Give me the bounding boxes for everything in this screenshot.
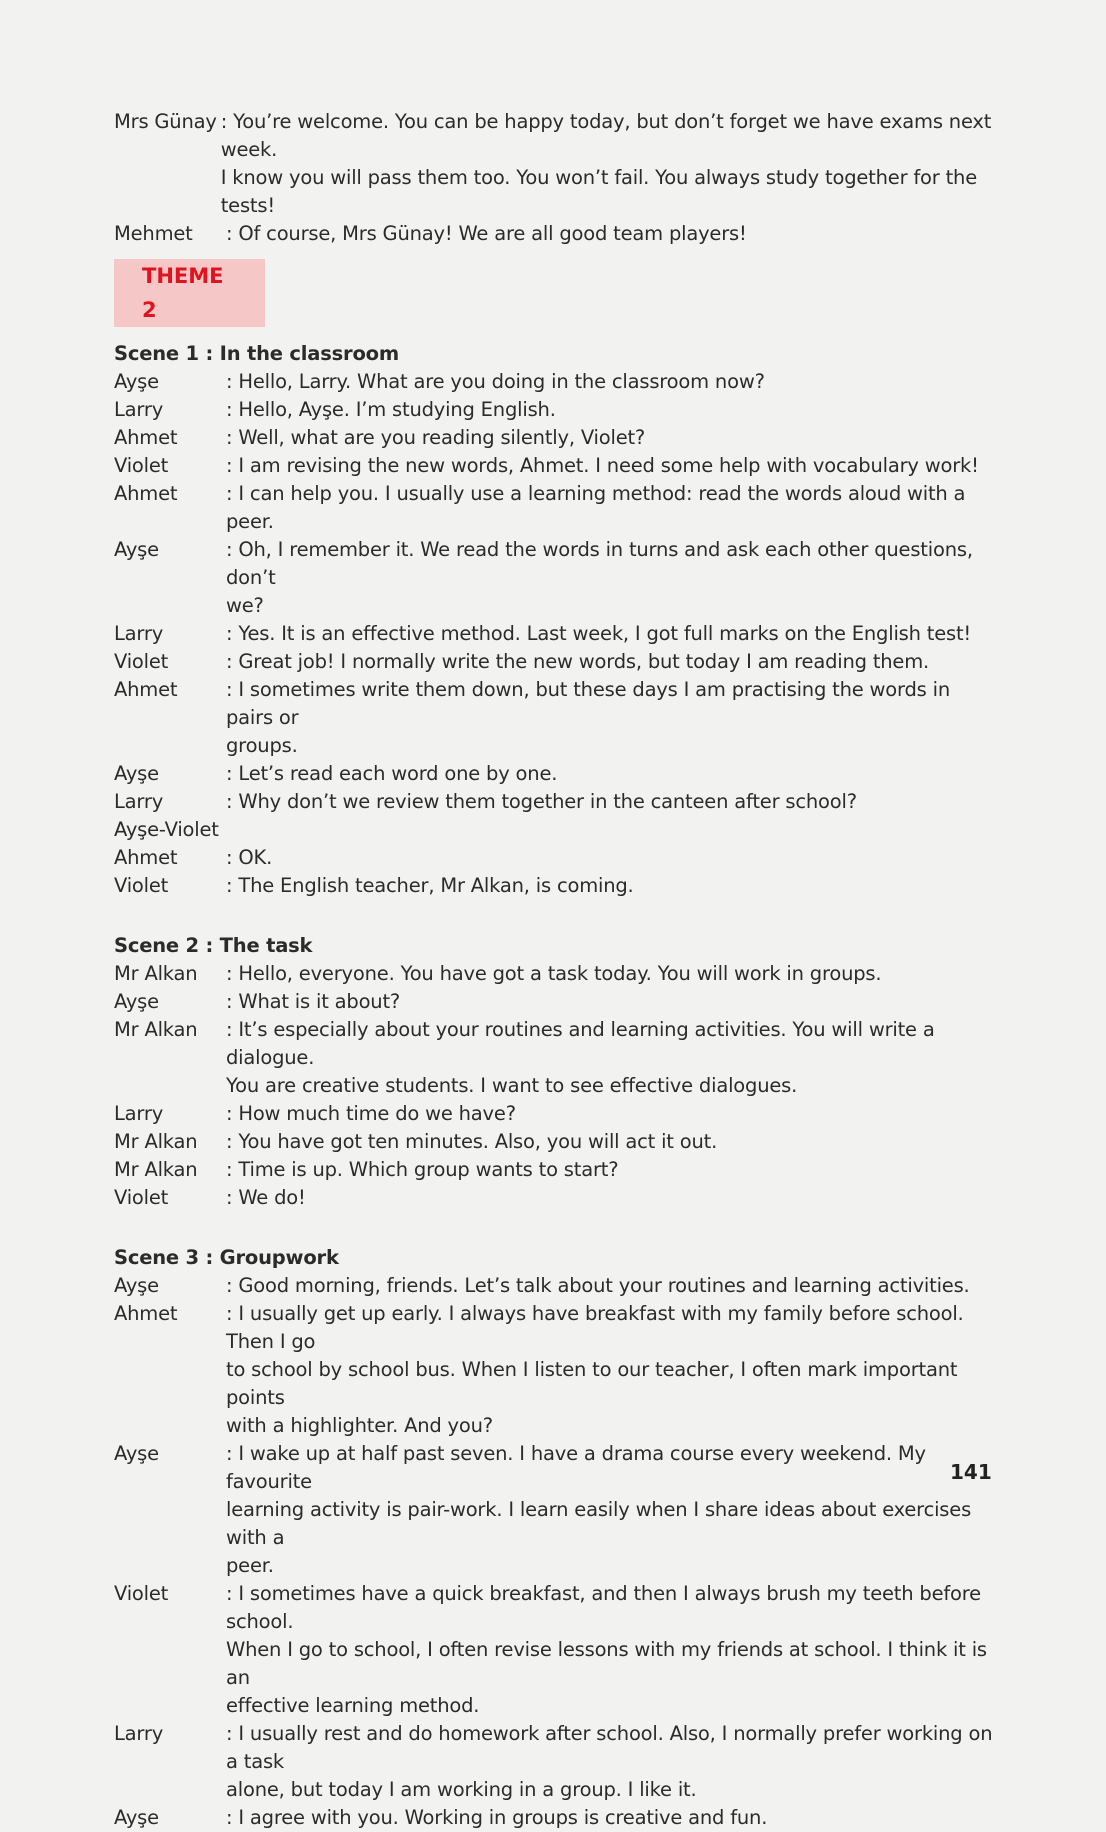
page-number: 141 [950,1460,992,1484]
speaker-name: Mehmet [114,222,193,245]
line-text: : Well, what are you reading silently, Violet? [226,426,646,449]
line-text: : Why don’t we review them together in the canteen after school? [226,790,857,813]
scene-gap [114,1212,994,1240]
line-text: : Let’s read each word one by one. [226,762,558,785]
speaker-name: Violet [114,454,169,477]
line-text: : I am revising the new words, Ahmet. I need some help with vocabulary work! [226,454,979,477]
dialogue-line [114,648,994,676]
dialogue-line [114,1100,994,1128]
line-text: : Yes. It is an effective method. Last week, I got full marks on the English test! [226,622,972,645]
speaker-name: Ahmet [114,846,178,869]
dialogue-line [114,1156,994,1184]
line-text: : Hello, Ayşe. I’m studying English. [226,398,556,421]
line-text: : You have got ten minutes. Also, you will act it out. [226,1130,718,1153]
speaker-name: Ahmet [114,426,178,449]
line-text: : Hello, everyone. You have got a task today. You will work in groups. [226,962,882,985]
dialogue-line [114,1128,994,1156]
line-text: : The English teacher, Mr Alkan, is coming. [226,874,634,897]
scene-section [114,932,994,1212]
speaker-name: Mr Alkan [114,1158,198,1181]
speaker-name: Violet [114,874,169,897]
line-text: : It’s especially about your routines and learning activities. You will write a dialogue. You are creative students. I want to see effective dialogues. [226,1018,935,1097]
speaker-name: Violet [114,1582,169,1605]
theme-badge: THEME 2 [114,259,265,327]
speaker-name: Ayşe-Violet [114,818,219,841]
dialogue-line [114,960,994,988]
line-text: : I can help you. I usually use a learning method: read the words aloud with a peer. [226,482,966,533]
line-text: : Oh, I remember it. We read the words in turns and ask each other questions, don’t we? [226,538,973,617]
dialogue-line [114,760,994,788]
line-text: : OK. [226,846,273,869]
scene-section [114,1244,994,1832]
dialogue-line [114,1580,994,1720]
intro-dialogue [114,108,994,248]
speaker-name: Ayşe [114,370,159,393]
dialogue-line [114,816,994,844]
dialogue-line [114,480,994,536]
speaker-name: Ayşe [114,1442,159,1465]
scene-section [114,340,994,900]
line-text: : What is it about? [226,990,401,1013]
line-text: : Time is up. Which group wants to start? [226,1158,619,1181]
dialogue-line [114,1300,994,1440]
scene-gap [114,900,994,928]
speaker-name: Larry [114,622,164,645]
dialogue-line [114,1272,994,1300]
line-text: : How much time do we have? [226,1102,516,1125]
speaker-name: Ayşe [114,1274,159,1297]
scene-title: Scene 3 : Groupwork [114,1246,339,1269]
speaker-name: Ahmet [114,1302,178,1325]
line-text: : Great job! I normally write the new words, but today I am reading them. [226,650,930,673]
dialogue-line [114,620,994,648]
line-text: : I wake up at half past seven. I have a drama course every weekend. My favourite learning activity is pair-work. I learn easily when I share ideas about exercises with a peer. [226,1442,972,1577]
speaker-name: Mr Alkan [114,962,198,985]
dialogue-line [114,788,994,816]
scenes-container [114,340,994,1832]
line-text: : Good morning, friends. Let’s talk about your routines and learning activities. [226,1274,970,1297]
line-text: : I agree with you. Working in groups is creative and fun. [226,1806,768,1829]
line-text: : I usually get up early. I always have breakfast with my family before school. Then I go to school by school bus. When I listen to our teacher, I often mark important points with a highlighter. And you? [226,1302,964,1437]
speaker-name: Ayşe [114,762,159,785]
dialogue-line [114,1440,994,1580]
dialogue-line [114,368,994,396]
dialogue-line [114,108,994,220]
line-text: : Of course, Mrs Günay! We are all good team players! [226,222,747,245]
line-text: : You’re welcome. You can be happy today, but don’t forget we have exams next week. I know you will pass them too. You won’t fail. You always study together for the tests! [220,110,992,217]
speaker-name: Ayşe [114,990,159,1013]
scene-title: Scene 2 : The task [114,934,313,957]
dialogue-line [114,1804,994,1832]
dialogue-line [114,1720,994,1804]
dialogue-line [114,536,994,620]
speaker-name: Ahmet [114,678,178,701]
scene-title: Scene 1 : In the classroom [114,342,399,365]
speaker-name: Larry [114,790,164,813]
line-text: : I usually rest and do homework after school. Also, I normally prefer working on a task alone, but today I am working in a group. I like it. [226,1722,993,1801]
dialogue-line [114,872,994,900]
speaker-name: Ayşe [114,538,159,561]
line-text: : Hello, Larry. What are you doing in the classroom now? [226,370,765,393]
dialogue-line [114,1184,994,1212]
speaker-name: Violet [114,1186,169,1209]
dialogue-page [114,108,994,1832]
speaker-name: Larry [114,1722,164,1745]
line-text: : I sometimes write them down, but these days I am practising the words in pairs or groups. [226,678,951,757]
dialogue-line [114,452,994,480]
dialogue-line [114,396,994,424]
dialogue-line [114,676,994,760]
speaker-name: Larry [114,1102,164,1125]
line-text: : I sometimes have a quick breakfast, and then I always brush my teeth before school. When I go to school, I often revise lessons with my friends at school. I think it is an effective learning method. [226,1582,987,1717]
speaker-name: Violet [114,650,169,673]
speaker-name: Ayşe [114,1806,159,1829]
dialogue-line [114,844,994,872]
speaker-name: Mr Alkan [114,1130,198,1153]
speaker-name: Mr Alkan [114,1018,198,1041]
speaker-name: Ahmet [114,482,178,505]
speaker-name: Mrs Günay [114,110,217,133]
dialogue-line [114,220,994,248]
speaker-name: Larry [114,398,164,421]
line-text: : We do! [226,1186,306,1209]
dialogue-line [114,988,994,1016]
dialogue-line [114,1016,994,1100]
dialogue-line [114,424,994,452]
